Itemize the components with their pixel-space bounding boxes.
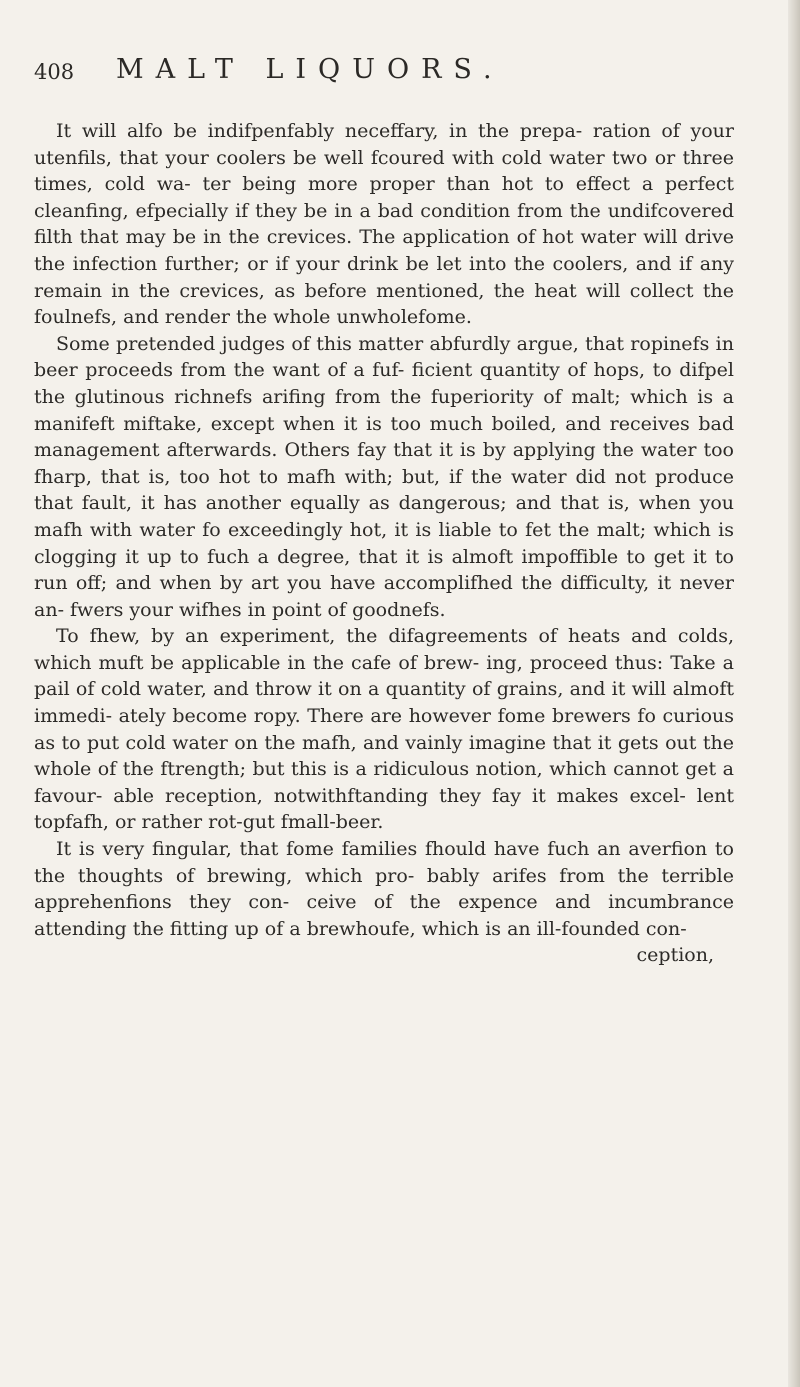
paragraph-ropiness: Some pretended judges of this matter abfurdly argue, that ropinefs in beer proceeds from the want of a fuf- ficient quantity of hops, to difpel the glutinous richnefs arifing from the fuperiority of malt; which is a manifeft miftake, except when it is too much boiled, and receives bad management afterwards. Others fay that it is by applying the water too fharp, that is, too hot to mafh with; but, if the water did not produce that fault, it has another equally as dangerous; and that is, when you mafh with water fo exceedingly hot, it is liable to fet the malt; which is clogging it up to fuch a degree, that it is almoft impoffible to get it to run off; and when by art you have accomplifhed the difficulty, it never an- fwers your wifhes in point of goodnefs. [34, 332, 734, 621]
page-edge-shadow [788, 0, 800, 1387]
paragraph-coolers: It will alfo be indifpenfably neceffary, in the prepa- ration of your utenfils, that your coolers be well fcoured with cold water two or three times, cold wa- ter being more proper than hot to effect a perfect cleanfing, efpecially if they be in a bad condition from the undifcovered filth that may be in the crevices. The application of hot water will drive the infection further; or if your drink be let into the coolers, and if any remain in the crevices, as before mentioned, the heat will collect the foulnefs, and render the whole unwholefome. [34, 120, 734, 329]
page-number: 408 [34, 60, 75, 84]
catchword: ception, [636, 944, 714, 967]
body-text [34, 118, 734, 988]
paragraph-experiment: To fhew, by an experiment, the difagreements of heats and colds, which muft be applicable in the cafe of brew- ing, proceed thus: Take a pail of cold water, and throw it on a quantity of grains, and it will almoft immedi- ately become ropy. There are however fome brewers fo curious as to put cold water on the mafh, and vainly imagine that it gets out the whole of the ftrength; but this is a ridiculous notion, which cannot get a favour- able reception, notwithftanding they fay it makes excel- lent topfafh, or rather rot-gut fmall-beer. [34, 625, 734, 834]
running-head: MALT LIQUORS. [116, 54, 504, 85]
page-header [34, 54, 654, 94]
paragraph-families: It is very fingular, that fome families fhould have fuch an averfion to the thoughts of brewing, which pro- bably arifes from the terrible apprehenfions they con- ceive of the expence and incumbrance attending the fitting up of a brewhoufe, which is an ill-founded con- [34, 838, 734, 940]
